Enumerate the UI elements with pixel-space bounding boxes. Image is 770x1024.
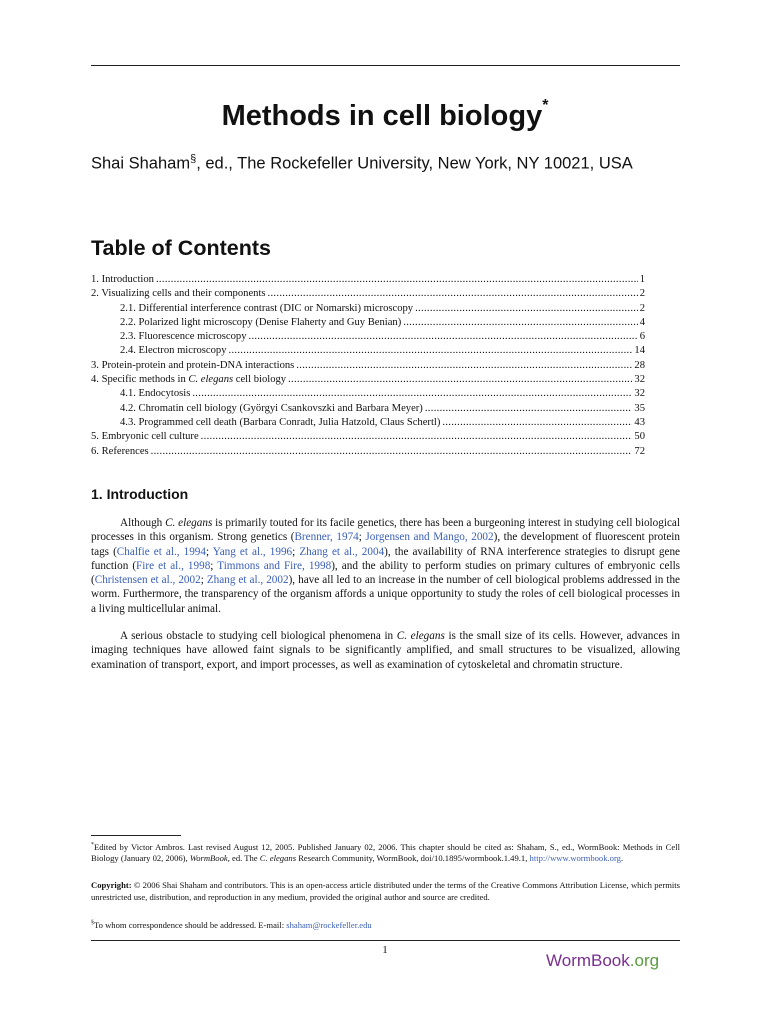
species-name: C. elegans — [165, 517, 213, 529]
author-line — [91, 148, 681, 176]
text: ), and the ability to perform studies on primary cultures of embryonic cells ( — [91, 559, 681, 587]
toc-entry[interactable] — [91, 388, 645, 402]
author-name: Shai Shaham — [91, 154, 191, 173]
citation-link[interactable]: Yang et al., 1996 — [212, 545, 293, 558]
text: ; — [206, 545, 213, 558]
text: ), have all led to an increase in the number of cell biological problems addressed in the worm. Furthermore, the transparency of the organism affords a unique opportunity to study the roles of cell biological processes in a living multicellular animal. — [91, 574, 681, 615]
author-affiliation: , ed., The Rockefeller University, New York, NY 10021, USA — [196, 154, 633, 173]
text: To whom correspondence should be addressed. E-mail: — [94, 919, 287, 930]
toc-entry-label: 2.1. Differential interference contrast (DIC or Nomarski) microscopy — [120, 302, 414, 314]
footnote-correspondence — [91, 918, 680, 931]
copyright-label: Copyright: — [91, 880, 132, 890]
page-title — [0, 97, 770, 133]
toc-entry-page: 6 — [639, 331, 645, 343]
species-name: C. elegans — [188, 374, 234, 386]
text: ; — [358, 531, 366, 544]
text: is primarily touted for its facile genetics, there has been a burgeoning interest in studying cell biological processes in this organism. Strong genetics ( — [91, 517, 680, 544]
toc-leader — [425, 403, 633, 414]
wormbook-link[interactable]: http://www.wormbook.org — [529, 853, 621, 864]
logo-suffix: .org — [629, 951, 660, 970]
toc-leader — [249, 331, 638, 342]
toc-entry-page: 1 — [639, 274, 645, 285]
toc-leader — [229, 345, 633, 356]
title-footnote-mark: * — [542, 97, 549, 115]
toc-entry-label: 6. References — [91, 445, 149, 457]
toc-entry[interactable] — [91, 274, 645, 288]
toc-entry-label: 2.4. Electron microscopy — [120, 345, 227, 357]
toc-entry-page: 32 — [634, 388, 645, 400]
text: A serious obstacle to studying cell biological phenomena in — [120, 630, 397, 642]
toc-entry[interactable] — [91, 431, 645, 445]
text: ; — [200, 574, 207, 587]
toc-entry-label: 2.2. Polarized light microscopy (Denise Flaherty and Guy Benian) — [120, 316, 402, 328]
citation-link[interactable]: Christensen et al., 2002 — [94, 574, 201, 587]
text: © 2006 Shai Shaham and contributors. This is an open-access article distributed under the terms of the Creative Commons Attribution License, which permits unrestricted use, distribution, and reproduction in any medium, provided the original author and source are credited. — [91, 880, 680, 902]
text: Although — [120, 517, 166, 529]
toc-leader — [201, 431, 633, 442]
toc-entry-label: 4.1. Endocytosis — [120, 388, 191, 400]
text: ), the availability of RNA interference strategies to disrupt gene function ( — [91, 545, 681, 572]
toc-entry-page: 50 — [634, 431, 645, 443]
text: ; — [292, 545, 300, 558]
species-name: C. elegans — [396, 630, 445, 642]
citation-link[interactable]: Brenner, 1974 — [294, 531, 359, 544]
bottom-rule — [91, 940, 680, 941]
toc-entry-label: 4.2. Chromatin cell biology (Györgyi Csankovszki and Barbara Meyer) — [120, 402, 423, 414]
toc-entry-page: 72 — [634, 445, 645, 457]
citation-link[interactable]: Jorgensen and Mango, 2002 — [365, 531, 494, 544]
italic-text: WormBook — [189, 853, 228, 864]
text: ; — [210, 559, 218, 572]
toc-entry[interactable] — [91, 360, 645, 374]
author-footnote-mark: § — [190, 153, 197, 165]
citation-link[interactable]: Chalfie et al., 1994 — [116, 545, 206, 558]
title-text: Methods in cell biology — [221, 100, 543, 132]
toc-entry[interactable] — [91, 345, 645, 359]
citation-link[interactable]: Fire et al., 1998 — [136, 559, 211, 572]
toc-entry-label — [91, 374, 286, 385]
email-link[interactable]: shaham@rockefeller.edu — [286, 919, 372, 930]
toc-entry-label: 2.3. Fluorescence microscopy — [120, 331, 247, 343]
toc-leader — [415, 303, 638, 314]
toc-entry-page: 14 — [634, 345, 645, 357]
citation-link[interactable]: Zhang et al., 2002 — [206, 574, 289, 587]
toc-entry[interactable] — [91, 417, 645, 431]
toc-leader — [151, 446, 633, 457]
toc-entry-page: 28 — [634, 359, 645, 371]
toc-leader — [268, 288, 638, 299]
toc-entry[interactable] — [91, 403, 645, 417]
text: . — [620, 853, 624, 864]
text: ), the development of fluorescent protein tags ( — [91, 531, 681, 558]
toc-entry-label: 3. Protein-protein and protein-DNA interactions — [91, 359, 295, 371]
toc-entry-label: 5. Embryonic cell culture — [91, 431, 199, 443]
toc-entry[interactable] — [91, 331, 645, 345]
toc-entry-page: 43 — [634, 416, 645, 428]
toc-leader — [156, 274, 638, 285]
toc-entry[interactable] — [91, 446, 645, 460]
table-of-contents — [91, 274, 645, 460]
text: Research Community, WormBook, doi/10.1895/wormbook.1.49.1, — [296, 853, 530, 864]
toc-entry[interactable] — [91, 317, 645, 331]
text: Edited by Victor Ambros. Last revised August 12, 2005. Published January 02, 2006. This chapter should be cited as: Shaham, S., ed., WormBook: Methods in Cell Biology (January 02, 2006), — [91, 841, 680, 864]
toc-leader — [403, 317, 637, 328]
footnote-edited-by — [91, 840, 680, 865]
page-number: 1 — [382, 944, 388, 956]
wormbook-logo[interactable] — [546, 951, 659, 971]
toc-entry-page: 2 — [639, 288, 645, 300]
toc-entry-label: 1. Introduction — [91, 274, 154, 285]
toc-entry-label: 4.3. Programmed cell death (Barbara Conradt, Julia Hatzold, Claus Schertl) — [120, 416, 441, 428]
top-rule — [91, 65, 680, 66]
toc-entry[interactable] — [91, 288, 645, 302]
toc-leader — [288, 374, 632, 385]
toc-entry-label: 2. Visualizing cells and their components — [91, 288, 266, 300]
intro-paragraph-2 — [91, 629, 680, 672]
toc-entry-page: 32 — [634, 374, 645, 386]
citation-link[interactable]: Zhang et al., 2004 — [299, 545, 385, 558]
footnote-mark: § — [91, 920, 94, 926]
toc-leader — [296, 360, 632, 371]
citation-link[interactable]: Timmons and Fire, 1998 — [217, 559, 332, 572]
text: is the small size of its cells. However, advances in imaging techniques have allowed faint signals to be significantly amplified, and small structures to be visualized, allowing examination of transport, export, and import processes, as well as examination of cytoskeletal and chromatin structure. — [91, 630, 680, 671]
toc-leader — [192, 388, 632, 399]
species-name: C. elegans — [259, 853, 297, 864]
toc-entry-page: 4 — [639, 316, 645, 328]
toc-entry[interactable] — [91, 374, 645, 388]
toc-heading: Table of Contents — [91, 236, 271, 260]
footnote-copyright — [91, 880, 680, 903]
intro-paragraph-1 — [91, 516, 680, 616]
toc-entry-page: 2 — [639, 302, 645, 314]
footnote-mark: * — [91, 842, 94, 848]
toc-entry[interactable] — [91, 303, 645, 317]
toc-leader — [442, 417, 632, 428]
toc-label-part: cell biology — [233, 374, 287, 386]
section-heading-introduction: 1. Introduction — [91, 486, 189, 502]
toc-entry-page: 35 — [634, 402, 645, 414]
footnote-rule — [91, 835, 181, 836]
logo-text: WormBook — [546, 951, 630, 970]
toc-label-part: 4. Specific methods in — [91, 374, 189, 386]
text: , ed. The — [227, 853, 260, 864]
